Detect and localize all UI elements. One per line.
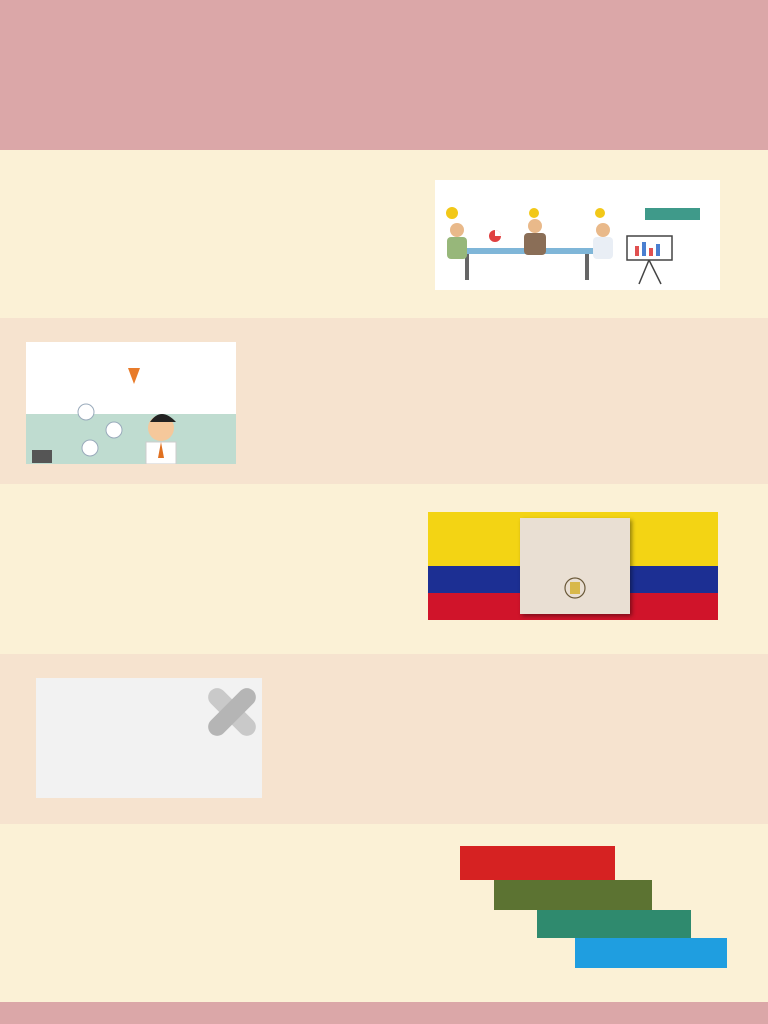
colombia-constitution-image: [428, 512, 718, 620]
step-initial-options: [460, 846, 615, 880]
health-promotion-illustration: [26, 342, 236, 464]
decision-meeting-illustration: [435, 180, 720, 290]
bandage-icon: [190, 678, 262, 754]
step-values-utilities: [494, 880, 652, 910]
ley-100-image: [36, 678, 262, 798]
lightbulb-icon: [446, 207, 605, 219]
header-scallop-edge: [0, 142, 768, 170]
header-banner: [0, 0, 768, 150]
footer-scallop-edge: [0, 988, 768, 1024]
slide-number-badge: [32, 450, 52, 463]
constitution-book: [520, 518, 630, 614]
step-results-consequences: [575, 938, 727, 968]
bookshelf: [645, 208, 700, 220]
step-uncertainty: [537, 910, 691, 938]
